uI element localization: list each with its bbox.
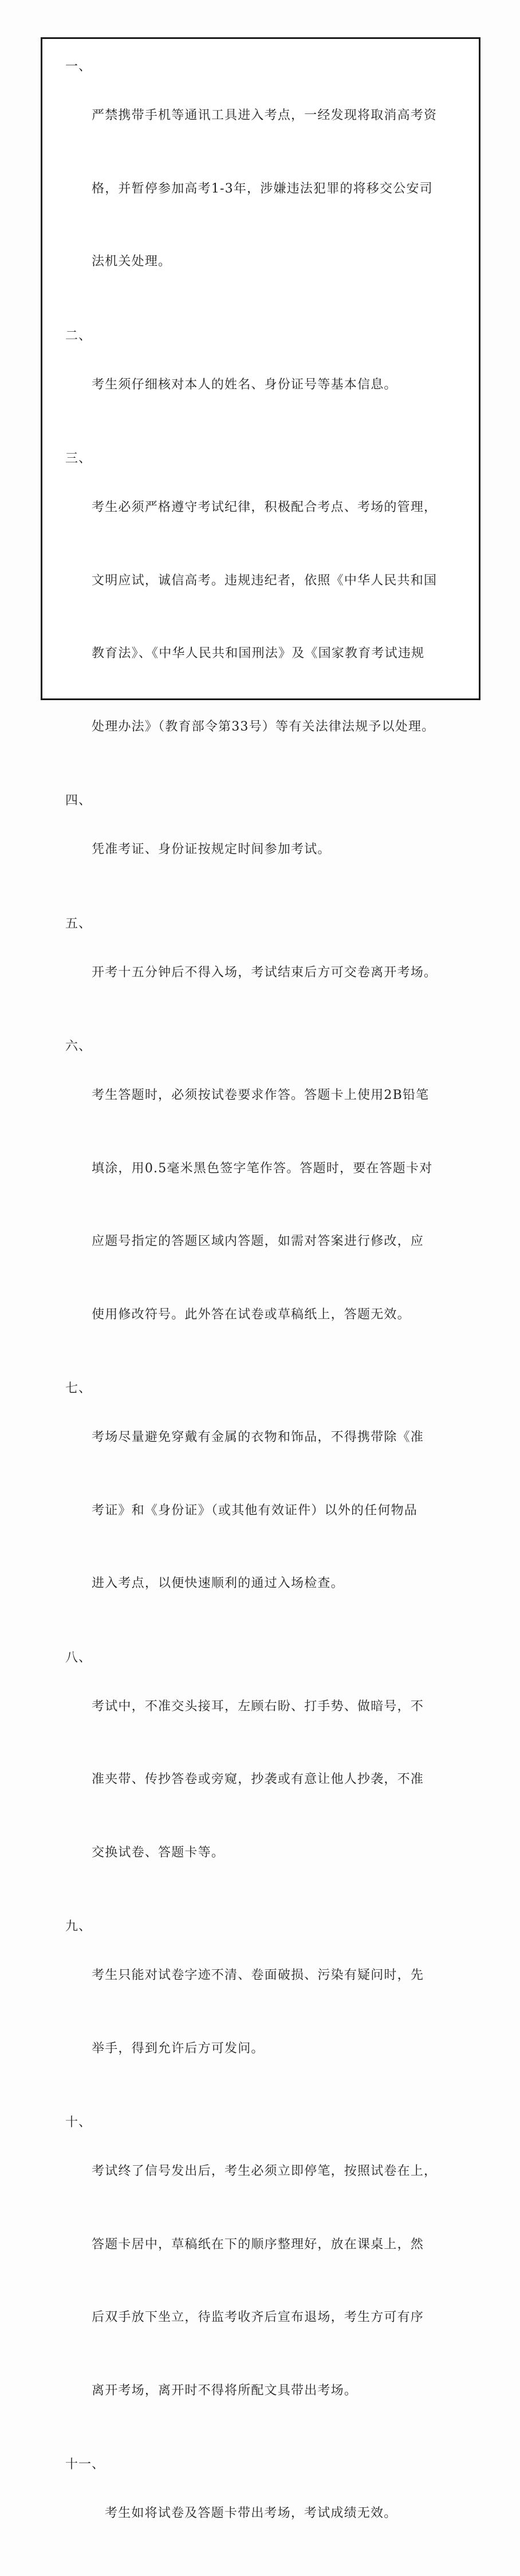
rule-text — [92, 324, 466, 446]
rule-item-5 — [65, 912, 466, 1034]
rule-text — [92, 55, 466, 323]
rule-text — [92, 447, 466, 788]
rule-line: 格，并暂停参加高考1-3年，涉嫌违法犯罪的将移交公安司 — [92, 181, 433, 196]
rule-text — [92, 2111, 466, 2452]
rule-text — [92, 789, 466, 911]
rule-number: 二、 — [65, 328, 92, 343]
rule-number: 六、 — [65, 1039, 92, 1054]
rule-line: 凭准考证、身份证按规定时间参加考试。 — [92, 842, 331, 857]
rule-line: 进入考点，以便快速顺利的通过入场检查。 — [92, 1576, 344, 1591]
rule-line: 使用修改符号。此外答在试卷或草稿纸上，答题无效。 — [92, 1307, 411, 1322]
rule-item-4 — [65, 789, 466, 911]
rule-line: 考试终了信号发出后，考生必须立即停笔，按照试卷在上， — [92, 2164, 438, 2178]
rule-item-6 — [65, 1035, 466, 1376]
rule-text — [105, 2453, 466, 2575]
rule-line: 填涂，用0.5毫米黑色签字笔作答。答题时，要在答题卡对 — [92, 1161, 433, 1176]
rule-item-8 — [65, 1646, 466, 1914]
rule-line: 答题卡居中，草稿纸在下的顺序整理好，放在课桌上，然 — [92, 2237, 424, 2252]
rule-line: 教育法》、《中华人民共和国刑法》及《国家教育考试违规 — [92, 646, 425, 661]
rule-item-3 — [65, 447, 466, 788]
rule-line: 考生如将试卷及答题卡带出考场，考试成绩无效。 — [105, 2506, 397, 2520]
rule-number: 四、 — [65, 794, 92, 808]
rule-text — [92, 1915, 466, 2110]
rule-number: 一、 — [65, 60, 92, 74]
rule-number: 八、 — [65, 1650, 92, 1665]
rule-line: 处理办法》（教育部令第33号）等有关法律法规予以处理。 — [92, 719, 435, 734]
rule-text — [92, 912, 466, 1034]
rule-line: 考试中，不准交头接耳，左顾右盼、打手势、做暗号，不 — [92, 1699, 424, 1714]
rule-line: 准夹带、传抄答卷或旁窥，抄袭或有意让他人抄袭，不准 — [92, 1772, 424, 1786]
rule-number: 九、 — [65, 1919, 92, 1934]
rule-number: 三、 — [65, 451, 92, 466]
rule-line: 文明应试，诚信高考。违规违纪者，依照《中华人民共和国 — [92, 573, 438, 588]
rule-line: 法机关处理。 — [92, 254, 172, 269]
rule-line: 应题号指定的答题区域内答题，如需对答案进行修改，应 — [92, 1234, 424, 1248]
rule-item-1 — [65, 55, 466, 323]
rule-item-2 — [65, 324, 466, 446]
rule-item-7 — [65, 1377, 466, 1645]
rule-number: 五、 — [65, 916, 92, 931]
rule-item-11 — [65, 2453, 466, 2575]
rule-text — [92, 1377, 466, 1645]
rule-line: 考生只能对试卷字迹不清、卷面破损、污染有疑问时，先 — [92, 1968, 424, 1982]
rule-line: 举手，得到允许后方可发问。 — [92, 2041, 265, 2056]
rule-line: 考证》和《身份证》（或其他有效证件）以外的任何物品 — [92, 1503, 418, 1518]
exam-rules-list — [65, 55, 466, 2576]
rule-item-9 — [65, 1915, 466, 2110]
rule-line: 开考十五分钟后不得入场，考试结束后方可交卷离开考场。 — [92, 965, 438, 980]
rule-number: 十一、 — [65, 2457, 105, 2472]
rule-line: 交换试卷、答题卡等。 — [92, 1845, 225, 1860]
document-frame — [41, 37, 480, 2520]
rule-line: 后双手放下坐立，待监考收齐后宣布退场，考生方可有序 — [92, 2310, 424, 2324]
rule-line: 离开考场，离开时不得将所配文具带出考场。 — [92, 2383, 358, 2398]
rule-line: 考生须仔细核对本人的姓名、身份证号等基本信息。 — [92, 377, 397, 392]
rule-number: 七、 — [65, 1381, 92, 1396]
rule-line: 考场尽量避免穿戴有金属的衣物和饰品，不得携带除《准 — [92, 1430, 424, 1444]
rule-line: 考生答题时，必须按试卷要求作答。答题卡上使用2B铅笔 — [92, 1088, 430, 1102]
rule-line: 严禁携带手机等通讯工具进入考点，一经发现将取消高考资 — [92, 108, 438, 123]
rule-item-10 — [65, 2111, 466, 2452]
rule-text — [92, 1035, 466, 1376]
rule-text — [92, 1646, 466, 1914]
rule-line: 考生必须严格遵守考试纪律，积极配合考点、考场的管理， — [92, 500, 438, 515]
rule-number: 十、 — [65, 2115, 92, 2130]
